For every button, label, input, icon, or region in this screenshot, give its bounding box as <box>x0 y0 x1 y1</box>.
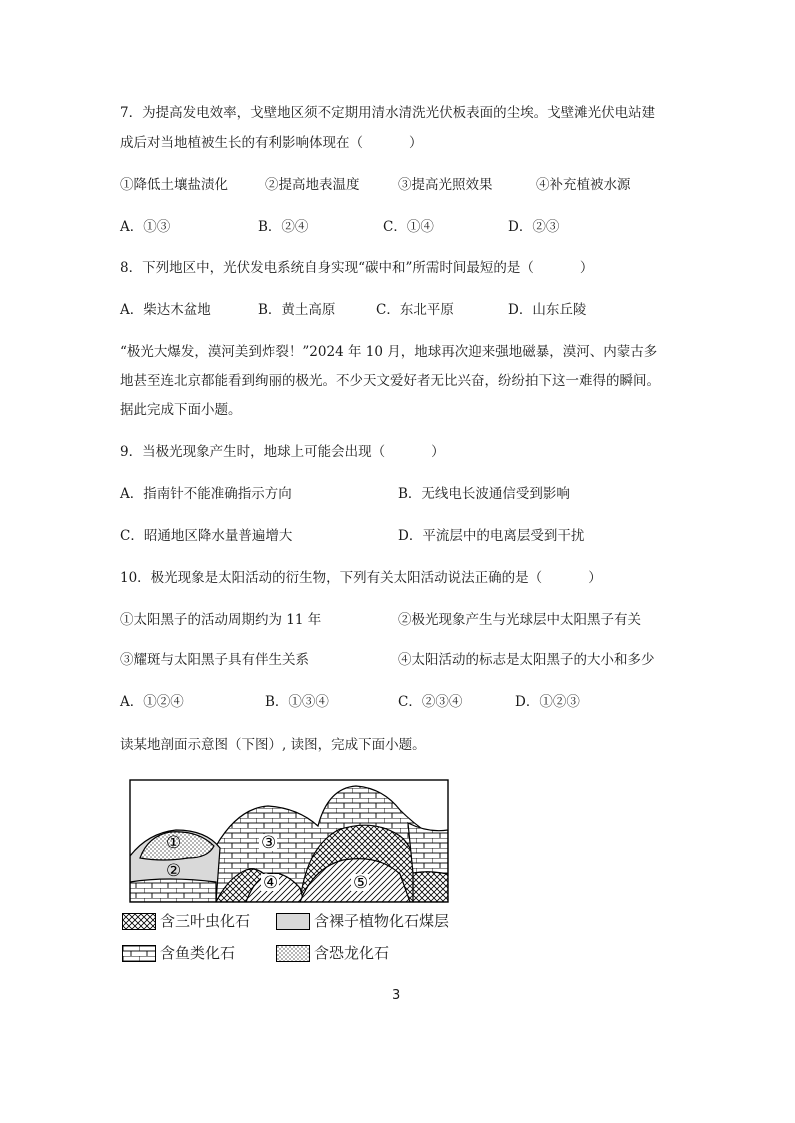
q9-stem-text: 9．当极光现象产生时，地球上可能会出现（ <box>120 444 386 460</box>
q7-stem-line2 <box>120 133 423 153</box>
legend-label-trilobite: 含三叶虫化石 <box>160 912 251 930</box>
q7-stem-text: 成后对当地植被生长的有利影响体现在（ <box>120 135 363 151</box>
q7-option-d: D．②③ <box>508 219 560 235</box>
region-label-3: ③ <box>261 833 277 853</box>
q7-stem-line1: 7．为提高发电效率，戈壁地区须不定期用清水清洗光伏板表面的尘埃。戈壁滩光伏电站建 <box>120 105 656 121</box>
q7-paren-close: ） <box>409 135 423 151</box>
passage-line2: 地甚至连北京都能看到绚丽的极光。不少天文爱好者无比兴奋，纷纷拍下这一难得的瞬间。 <box>120 373 660 389</box>
q10-option-a: A．①②④ <box>120 694 184 710</box>
q7-item-3: ③提高光照效果 <box>398 177 493 193</box>
region-label-4: ④ <box>263 873 279 893</box>
q7-item-1: ①降低土壤盐渍化 <box>120 177 228 193</box>
legend-label-gymnosperm: 含裸子植物化石煤层 <box>314 912 450 930</box>
q9-option-b: B．无线电长波通信受到影响 <box>398 486 570 502</box>
legend-swatch-trilobite <box>122 913 156 930</box>
q10-option-b: B．①③④ <box>265 694 329 710</box>
passage-line3: 据此完成下面小题。 <box>120 402 242 418</box>
q8-option-a: A．柴达木盆地 <box>120 302 211 318</box>
legend-label-dinosaur: 含恐龙化石 <box>314 944 390 962</box>
q10-item-3: ③耀斑与太阳黑子具有伴生关系 <box>120 652 309 668</box>
q7-option-c: C．①④ <box>383 219 434 235</box>
q9-option-c: C．昭通地区降水量普遍增大 <box>120 528 293 544</box>
q10-paren-close: ） <box>588 570 602 586</box>
legend-label-fish: 含鱼类化石 <box>160 944 236 962</box>
legend-swatch-fish <box>122 945 156 962</box>
q7-option-a: A．①③ <box>120 219 171 235</box>
q10-option-d: D．①②③ <box>515 694 580 710</box>
q10-stem <box>120 568 602 588</box>
region-label-5: ⑤ <box>353 873 369 893</box>
q10-item-1: ①太阳黑子的活动周期约为 11 年 <box>120 612 322 628</box>
q10-item-2: ②极光现象产生与光球层中太阳黑子有关 <box>398 612 641 628</box>
q7-item-4: ④补充植被水源 <box>536 177 631 193</box>
q9-paren-close: ） <box>431 444 445 460</box>
q7-option-b: B．②④ <box>258 219 309 235</box>
q9-option-a: A．指南针不能准确指示方向 <box>120 486 292 502</box>
page-number: 3 <box>392 988 401 1003</box>
passage-line1: “极光大爆发，漠河美到炸裂！”2024 年 10 月，地球再次迎来强地磁暴，漠河、内蒙古多 <box>120 344 658 360</box>
rock-layer-fish-right <box>408 823 448 874</box>
q7-item-2: ②提高地表温度 <box>265 177 360 193</box>
q10-item-4: ④太阳活动的标志是太阳黑子的大小和多少 <box>398 652 655 668</box>
legend-swatch-gymnosperm <box>276 913 310 930</box>
rock-layer-trilobite-right <box>413 872 448 902</box>
legend-swatch-dinosaur <box>276 945 310 962</box>
q10-option-c: C．②③④ <box>398 694 463 710</box>
q8-option-b: B．黄土高原 <box>258 302 336 318</box>
region-label-1: ① <box>166 833 182 853</box>
q9-option-d: D．平流层中的电离层受到干扰 <box>398 528 585 544</box>
q8-stem-text: 8．下列地区中，光伏发电系统自身实现“碳中和”所需时间最短的是（ <box>120 260 534 276</box>
q8-paren-close: ） <box>579 260 594 276</box>
region-label-2: ② <box>166 861 182 881</box>
q8-stem <box>120 258 593 278</box>
q8-option-c: C．东北平原 <box>376 302 454 318</box>
rock-layer-fish-base <box>130 879 216 902</box>
figure-intro: 读某地剖面示意图（下图）, 读图，完成下面小题。 <box>120 737 426 753</box>
geologic-cross-section <box>128 778 450 904</box>
q10-stem-text: 10．极光现象是太阳活动的衍生物，下列有关太阳活动说法正确的是（ <box>120 570 543 586</box>
q8-option-d: D．山东丘陵 <box>508 302 587 318</box>
q9-stem <box>120 442 445 462</box>
